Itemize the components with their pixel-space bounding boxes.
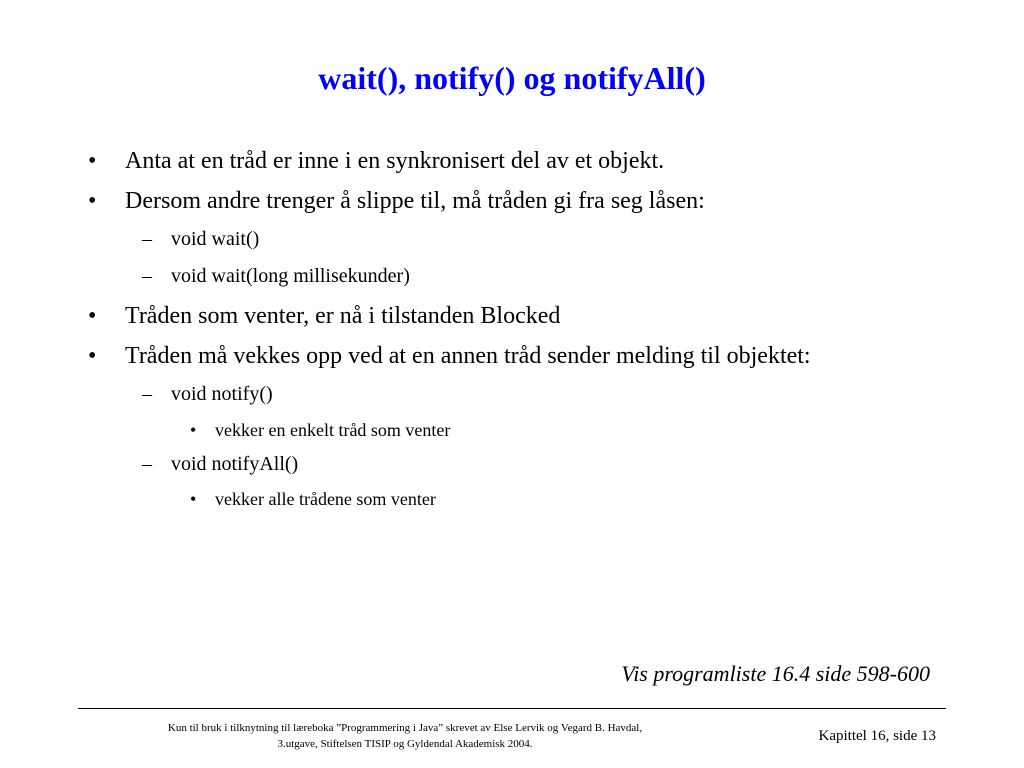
list-item — [88, 341, 811, 371]
footer-credit-line: 3.utgave, Stiftelsen TISIP og Gyldendal Akademisk 2004. — [277, 738, 533, 750]
footer-credit — [140, 720, 670, 752]
list-item — [142, 381, 273, 407]
list-item-text: void wait() — [171, 228, 260, 250]
list-item — [142, 451, 298, 477]
list-item — [190, 419, 450, 441]
list-item-text: Tråden som venter, er nå i tilstanden Blocked — [125, 303, 561, 329]
list-item-text: vekker alle trådene som venter — [215, 489, 436, 509]
list-item-text: Dersom andre trenger å slippe til, må tråden gi fra seg låsen: — [125, 188, 705, 214]
list-item — [142, 263, 410, 289]
list-item-text: Tråden må vekkes opp ved at en annen tråd sender melding til objektet: — [125, 343, 811, 369]
list-item — [142, 226, 259, 252]
bullet-marker: • — [88, 303, 97, 329]
dash-marker: – — [142, 228, 152, 250]
list-item-text: void wait(long millisekunder) — [171, 265, 410, 287]
list-item — [88, 186, 705, 216]
dash-marker: – — [142, 453, 152, 475]
list-item — [88, 146, 664, 176]
list-item — [88, 301, 560, 331]
slide-title: wait(), notify() og notifyAll() — [318, 60, 706, 96]
dash-marker: – — [142, 265, 152, 287]
footer-divider — [78, 708, 946, 709]
program-listing-note: Vis programliste 16.4 side 598-600 — [621, 661, 930, 686]
small-bullet-marker: • — [190, 420, 197, 440]
bullet-marker: • — [88, 343, 97, 369]
list-item-text: vekker en enkelt tråd som venter — [215, 420, 451, 440]
bullet-marker: • — [88, 148, 97, 174]
small-bullet-marker: • — [190, 489, 197, 509]
page-number: Kapittel 16, side 13 — [818, 728, 936, 744]
dash-marker: – — [142, 383, 152, 405]
list-item-text: Anta at en tråd er inne i en synkronisert del av et objekt. — [125, 148, 665, 174]
bullet-marker: • — [88, 188, 97, 214]
footer-credit-line: Kun til bruk i tilknytning til læreboka ”Programmering i Java” skrevet av Else Lervik og Vegard B. Havdal, — [167, 722, 643, 734]
list-item — [190, 488, 436, 510]
list-item-text: void notify() — [171, 383, 273, 405]
list-item-text: void notifyAll() — [171, 453, 299, 475]
